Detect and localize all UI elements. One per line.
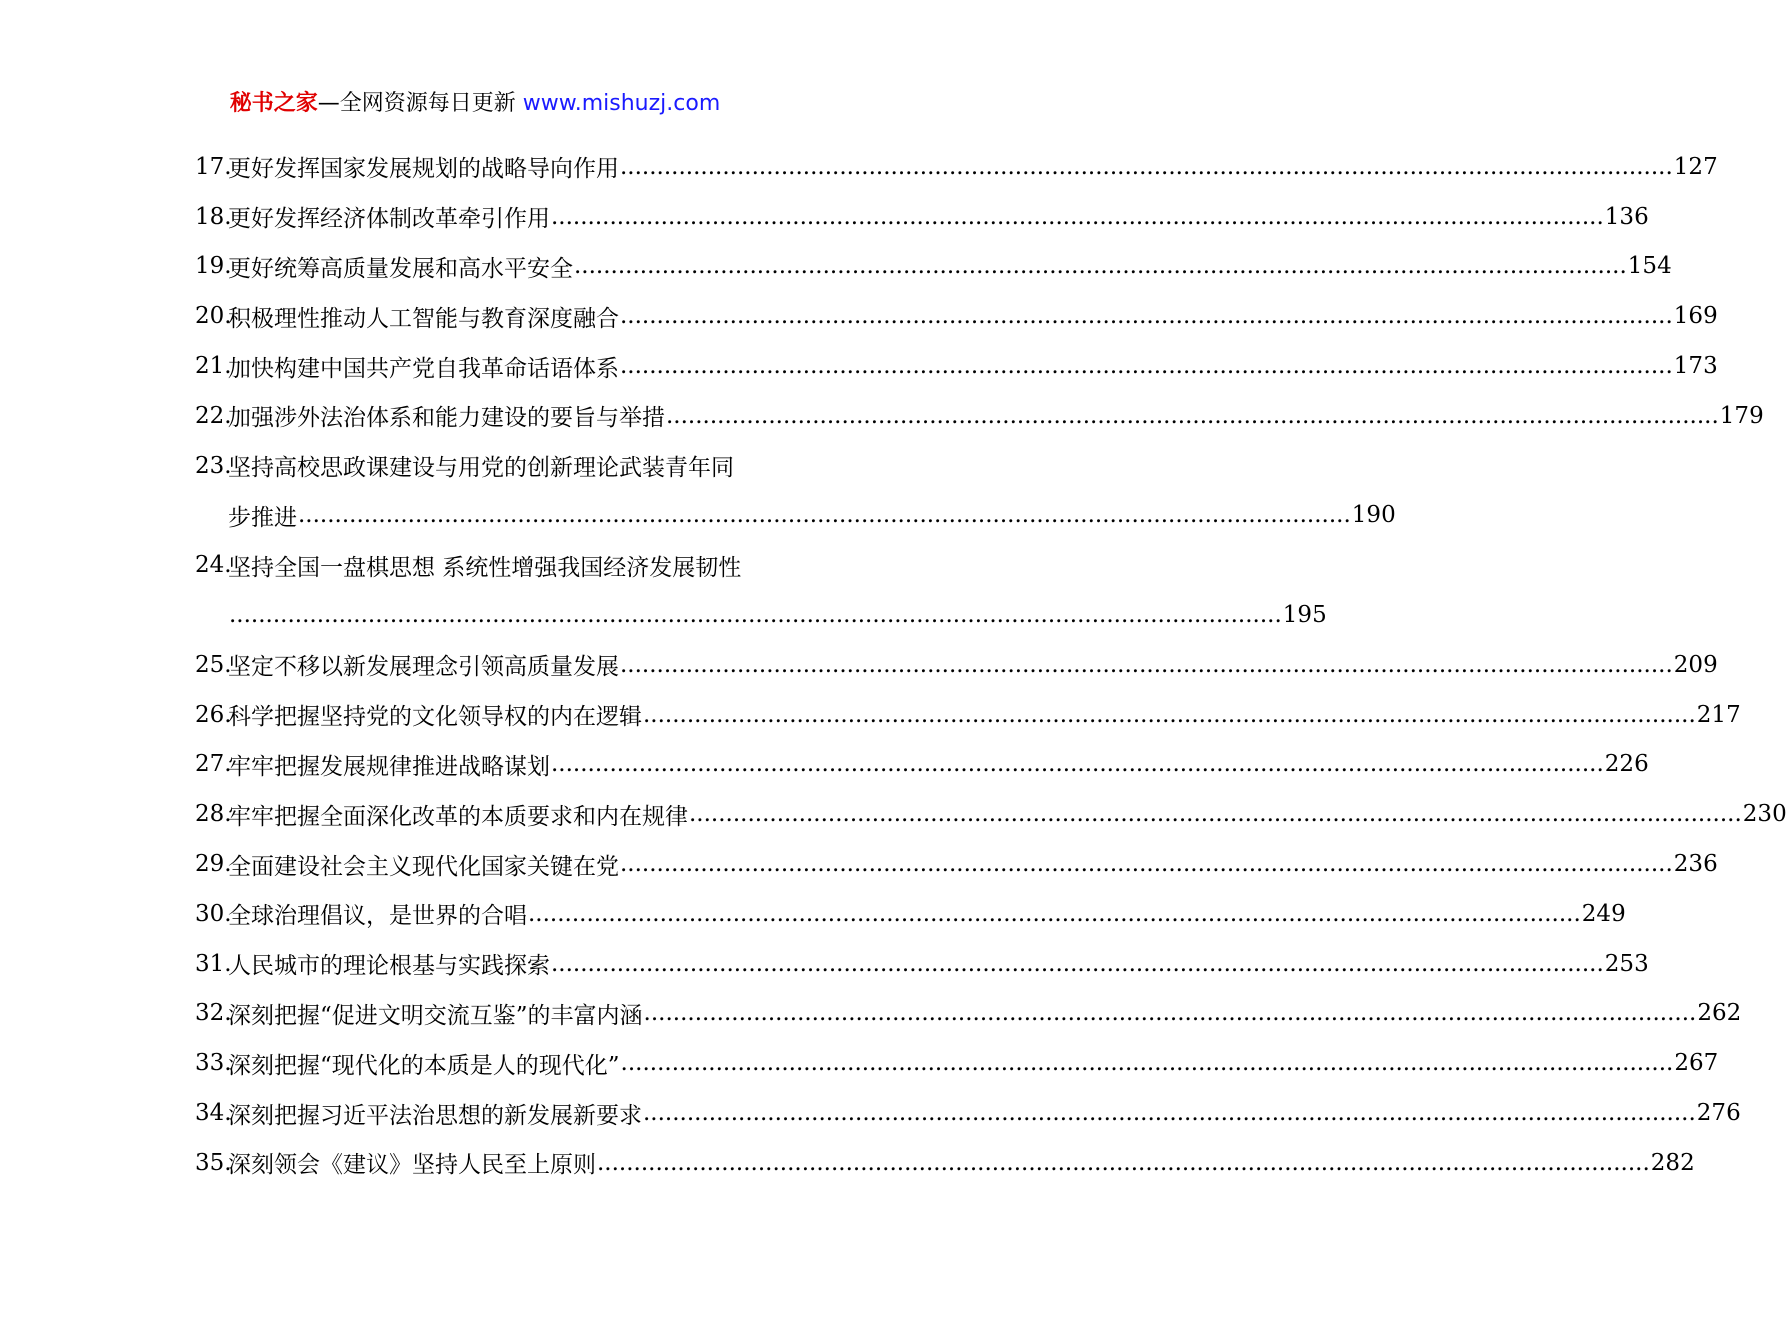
toc-entry-page: 179 — [1719, 402, 1764, 429]
toc-entry-page: 209 — [1673, 651, 1718, 678]
toc-entry-page: 190 — [1351, 502, 1396, 529]
toc-entry[interactable] — [195, 341, 1718, 391]
toc-entry[interactable] — [195, 1088, 1741, 1138]
toc-entry-title: 全面建设社会主义现代化国家关键在党 — [228, 853, 619, 880]
dot-leader — [620, 303, 1673, 329]
toc-entry-number: 35. — [195, 1149, 232, 1176]
dot-leader — [597, 1150, 1650, 1176]
toc-entry-number: 29. — [195, 851, 232, 878]
toc-entry[interactable] — [195, 690, 1741, 740]
toc-entry-title: 更好发挥国家发展规划的战略导向作用 — [228, 156, 619, 183]
toc-entry-number: 34. — [195, 1100, 232, 1127]
toc-entry[interactable] — [195, 192, 1649, 242]
toc-entry-page: 169 — [1673, 303, 1718, 330]
toc-entry[interactable] — [195, 291, 1718, 341]
toc-entry-page: 136 — [1604, 203, 1649, 230]
dot-leader — [620, 353, 1673, 379]
toc-entry-number: 18. — [195, 203, 232, 230]
toc-entry-title: 全球治理倡议，是世界的合唱 — [228, 903, 527, 930]
toc-entry[interactable] — [195, 889, 1626, 939]
dot-leader — [551, 204, 1604, 230]
toc-entry-page: 276 — [1696, 1100, 1741, 1127]
dot-leader — [643, 1100, 1696, 1126]
toc-entry-title: 加强涉外法治体系和能力建设的要旨与举措 — [228, 405, 665, 432]
toc-entry-page: 217 — [1696, 701, 1741, 728]
toc-entry-title: 坚持全国一盘棋思想 系统性增强我国经济发展韧性 — [228, 554, 742, 581]
toc-entry-page: 253 — [1604, 950, 1649, 977]
dot-leader — [528, 901, 1581, 927]
toc-entry-title: 加快构建中国共产党自我革命话语体系 — [228, 355, 619, 382]
toc-entry-number: 25. — [195, 651, 232, 678]
toc-entry[interactable] — [195, 441, 805, 491]
toc-entry[interactable] — [195, 640, 1718, 690]
dot-leader — [229, 602, 1282, 628]
toc-entry-number: 24. — [195, 552, 232, 579]
toc-entry-title: 更好统筹高质量发展和高水平安全 — [228, 255, 573, 282]
toc-entry-title: 牢牢把握全面深化改革的本质要求和内在规律 — [228, 803, 688, 830]
toc-entry-number: 19. — [195, 253, 232, 280]
toc-entry-number: 28. — [195, 801, 232, 828]
toc-entry-title: 积极理性推动人工智能与教育深度融合 — [228, 305, 619, 332]
toc-entry-page: 230 — [1742, 801, 1787, 828]
toc-entry[interactable] — [195, 839, 1718, 889]
dot-leader — [551, 751, 1604, 777]
toc-entry-number: 33. — [195, 1050, 232, 1077]
dot-leader — [298, 502, 1351, 528]
toc-entry-title: 坚持高校思政课建设与用党的创新理论武装青年同 — [228, 455, 734, 482]
toc-entry[interactable] — [195, 1138, 1695, 1188]
toc-entry[interactable] — [195, 540, 805, 590]
toc-entry[interactable] — [195, 391, 1764, 441]
toc-entry-number: 31. — [195, 950, 232, 977]
toc-entry-number: 32. — [195, 1000, 232, 1027]
toc-entry-page: 262 — [1697, 1000, 1742, 1027]
toc-entry-title: 深刻把握“现代化的本质是人的现代化” — [228, 1052, 620, 1079]
toc-entry-number: 30. — [195, 900, 232, 927]
toc-entry[interactable] — [195, 740, 1649, 790]
toc-entry[interactable] — [195, 142, 1718, 192]
website-url[interactable]: www.mishuzj.com — [522, 91, 721, 116]
dot-leader — [620, 154, 1673, 180]
dot-leader — [620, 652, 1673, 678]
dot-leader — [551, 951, 1604, 977]
toc-entry[interactable] — [195, 242, 1672, 292]
toc-entry-title: 深刻把握“促进文明交流互鉴”的丰富内涵 — [228, 1002, 643, 1029]
toc-entry-page: 282 — [1650, 1149, 1695, 1176]
toc-entry-page: 267 — [1674, 1050, 1719, 1077]
toc-entry-number: 23. — [195, 452, 232, 479]
dot-leader — [666, 403, 1719, 429]
toc-entry-page: 154 — [1627, 253, 1672, 280]
toc-entry[interactable] — [195, 789, 1787, 839]
table-of-contents — [195, 142, 1787, 1188]
header-tagline: —全网资源每日更新 — [317, 91, 516, 116]
toc-entry-number: 17. — [195, 153, 232, 180]
dot-leader — [643, 702, 1696, 728]
toc-entry-title: 牢牢把握发展规律推进战略谋划 — [228, 753, 550, 780]
toc-entry-page: 249 — [1581, 900, 1626, 927]
dot-leader — [644, 1000, 1697, 1026]
toc-entry-number: 26. — [195, 701, 232, 728]
toc-entry-number: 22. — [195, 402, 232, 429]
dot-leader — [574, 253, 1627, 279]
toc-entry-continuation[interactable] — [195, 491, 1396, 541]
toc-entry[interactable] — [195, 989, 1742, 1039]
dot-leader — [689, 801, 1742, 827]
toc-entry-page: 226 — [1604, 751, 1649, 778]
toc-entry-page: 127 — [1673, 153, 1718, 180]
toc-entry-continuation[interactable] — [195, 590, 1327, 640]
toc-entry-page: 195 — [1282, 602, 1327, 629]
toc-entry-title: 更好发挥经济体制改革牵引作用 — [228, 206, 550, 233]
brand-name: 秘书之家 — [229, 91, 318, 116]
dot-leader — [621, 1050, 1674, 1076]
toc-entry-number: 20. — [195, 303, 232, 330]
toc-entry-title: 科学把握坚持党的文化领导权的内在逻辑 — [228, 704, 642, 731]
toc-entry-title: 深刻把握习近平法治思想的新发展新要求 — [228, 1102, 642, 1129]
dot-leader — [620, 851, 1673, 877]
toc-entry-page: 236 — [1673, 851, 1718, 878]
toc-entry-title: 深刻领会《建议》坚持人民至上原则 — [228, 1152, 596, 1179]
toc-entry[interactable] — [195, 1038, 1719, 1088]
page-header — [0, 86, 950, 122]
toc-entry-page: 173 — [1673, 353, 1718, 380]
toc-entry[interactable] — [195, 939, 1649, 989]
toc-entry-title-continued: 步推进 — [228, 504, 297, 531]
toc-entry-title: 人民城市的理论根基与实践探索 — [228, 953, 550, 980]
toc-entry-number: 21. — [195, 353, 232, 380]
toc-entry-title: 坚定不移以新发展理念引领高质量发展 — [228, 654, 619, 681]
toc-entry-number: 27. — [195, 751, 232, 778]
